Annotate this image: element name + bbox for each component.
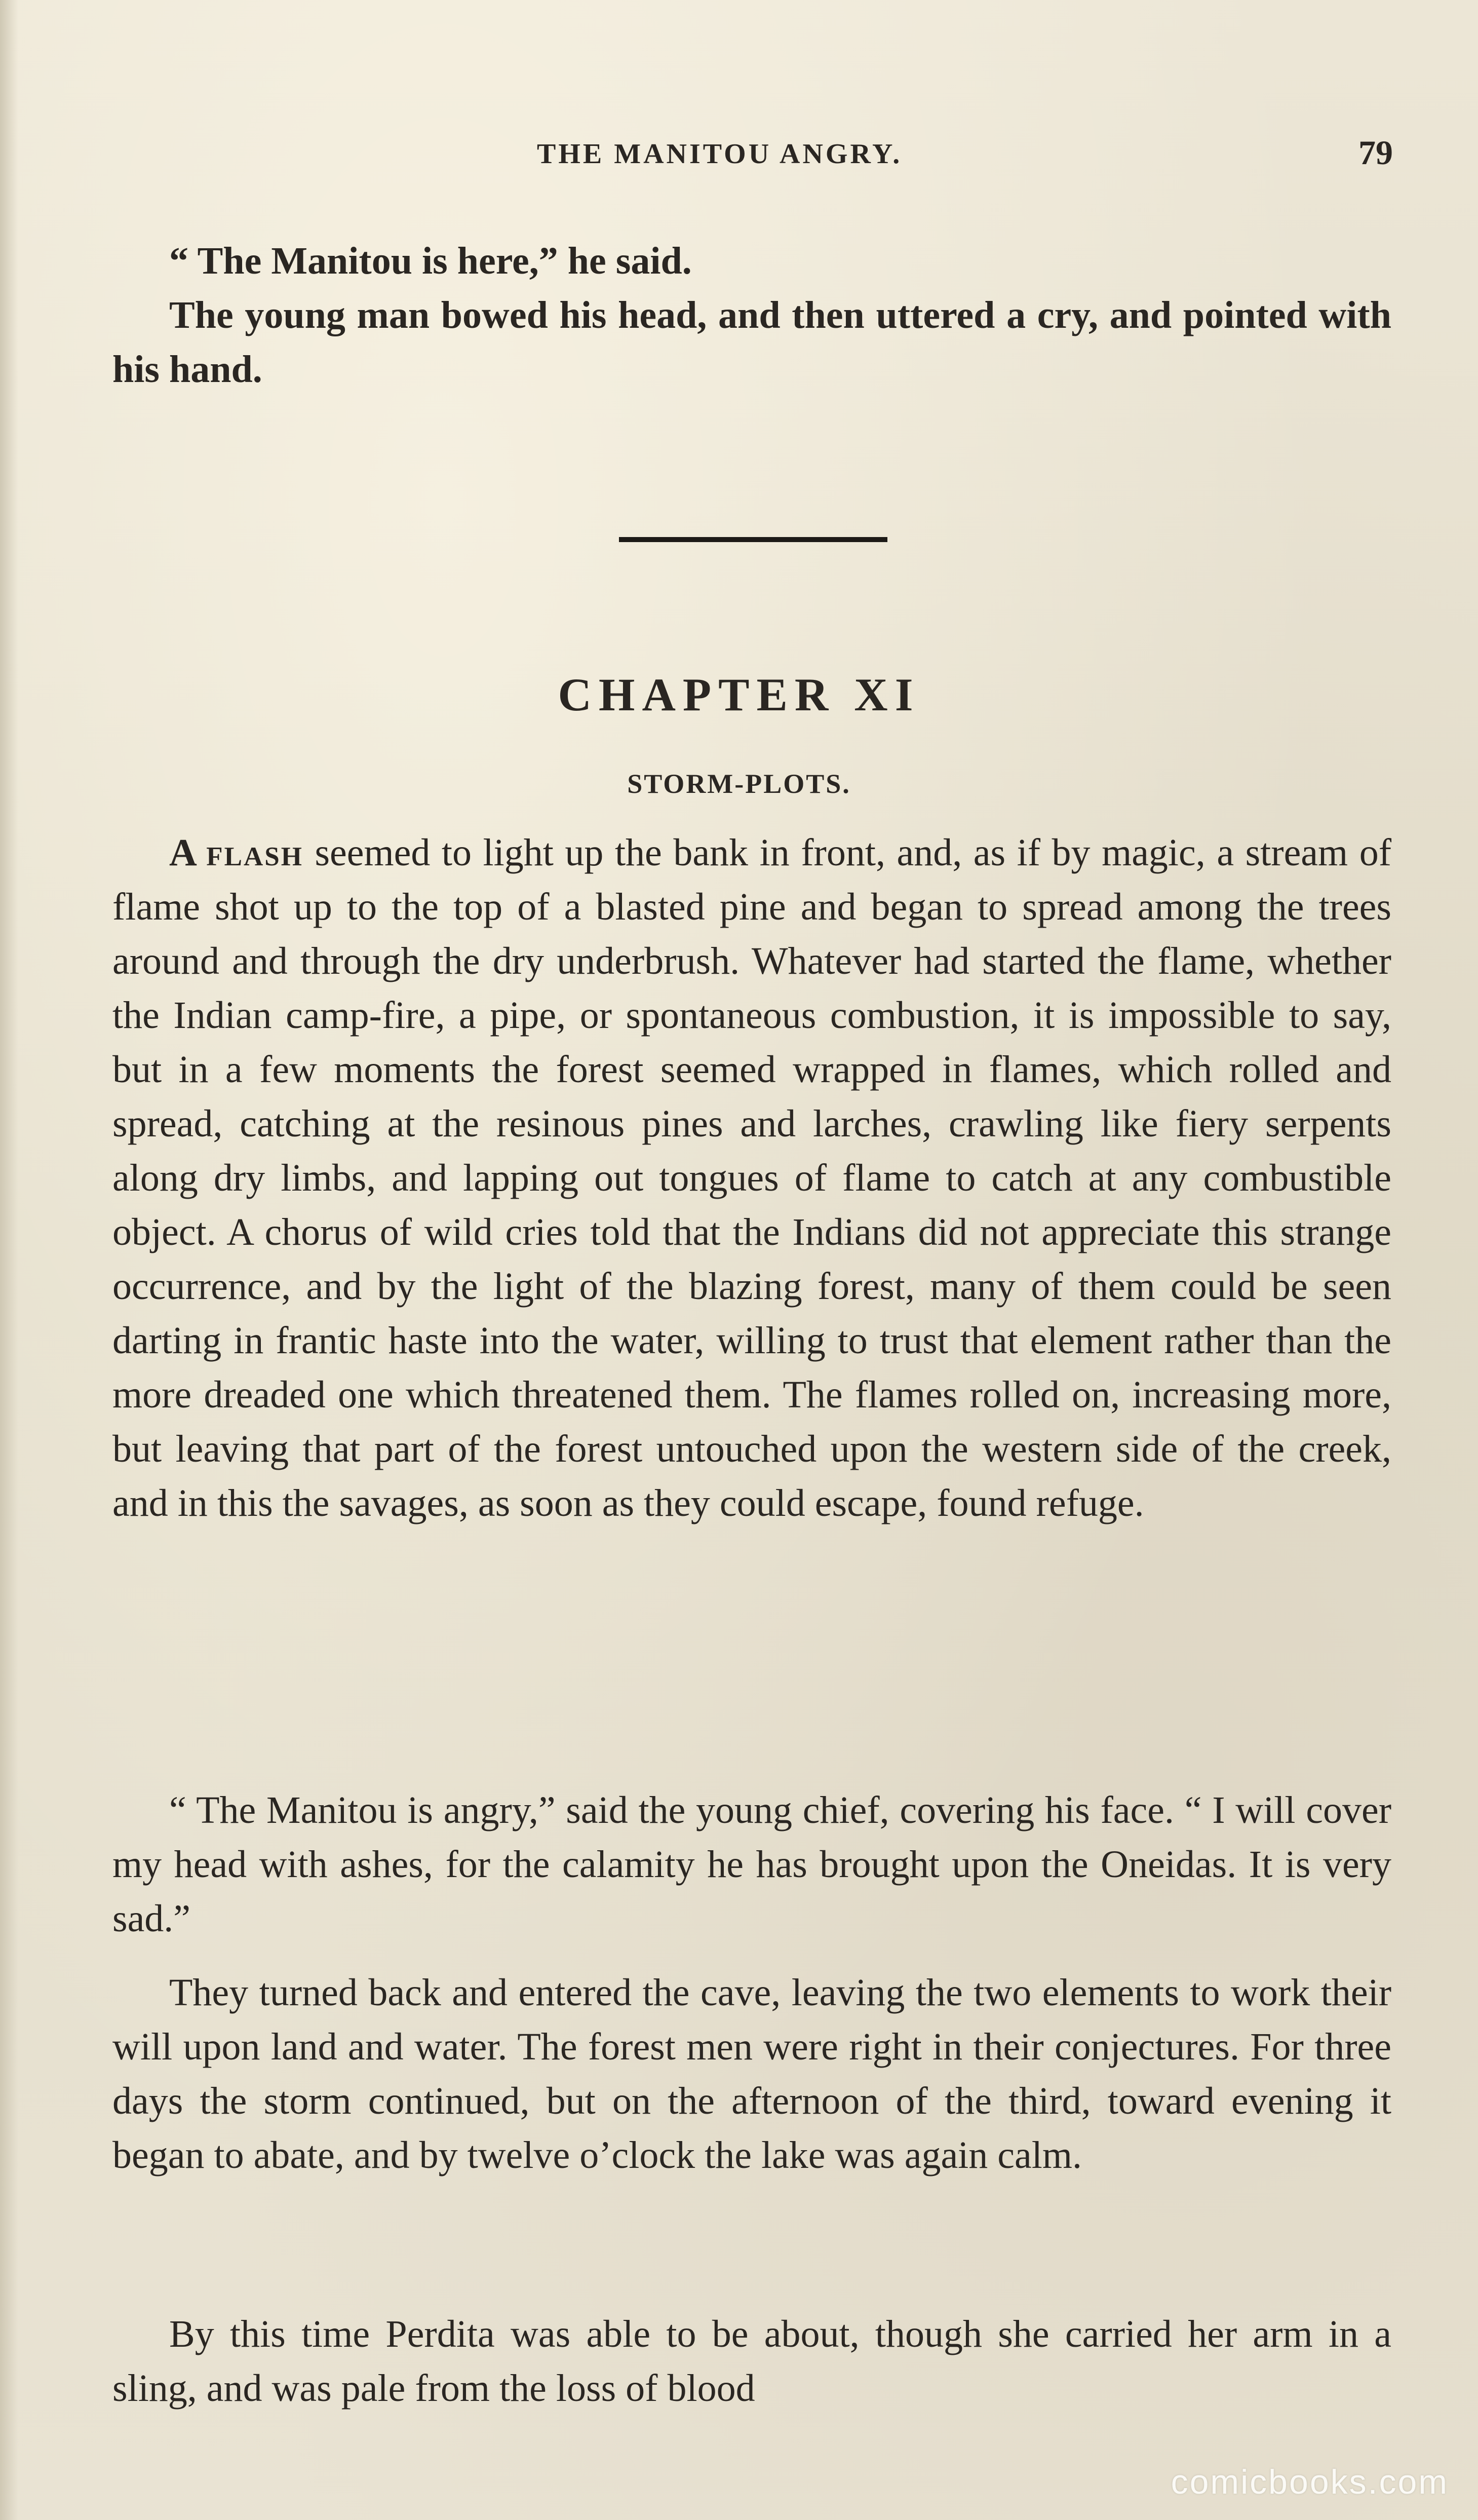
watermark: comicbooks.com bbox=[1171, 2463, 1449, 2501]
paragraph-2: “ The Manitou is angry,” said the young chief, covering his face. “ I will cover my head with ashes, for the calamity he has brought upon the Oneidas. It is very sad.” bbox=[112, 1789, 1391, 1940]
section-divider-rule bbox=[619, 537, 887, 542]
paragraph-1-lead-a: A bbox=[169, 831, 207, 874]
chapter-title: CHAPTER XI bbox=[558, 669, 920, 720]
running-head: THE MANITOU ANGRY. bbox=[537, 138, 903, 170]
paragraph-3: They turned back and entered the cave, leaving the two elements to work their will upon land and water. The forest men were right in their conjectures. For three days the storm continued, but on the afternoon of the third, toward evening it began to abate, and by twelve o’clock the lake was again calm. bbox=[112, 1971, 1391, 2177]
paragraph-1-body: seemed to light up the bank in front, and, as if by magic, a stream of flame shot up to the top of a blasted pine and began to spread among the trees around and through the dry underbrush. Whatever had started the flame, whether the Indian camp-fire, a pipe, or spontaneous combustion, it is impossible to say, but in a few moments the forest seemed wrapped in flames, which rolled and spread, catching at the resinous pines and larches, crawling like fiery serpents along dry limbs, and lapping out tongues of flame to catch at any combustible object. A chorus of wild cries told that the Indians did not appreciate this strange occurrence, and by the light of the blazing forest, many of them could be seen darting in frantic haste into the water, willing to trust that element rather than the more dreaded one which threatened them. The flames rolled on, increasing more, but leaving that part of the forest untouched upon the western side of the creek, and in this the savages, as soon as they could escape, found refuge. bbox=[112, 831, 1391, 1524]
page-edge-shadow bbox=[0, 0, 18, 2520]
page-number: 79 bbox=[1358, 133, 1393, 172]
paragraph-4: By this time Perdita was able to be about, though she carried her arm in a sling, and was pale from the loss of blood bbox=[112, 2313, 1391, 2410]
paragraph-1-lead-word: flash bbox=[206, 831, 303, 874]
opening-line-2: The young man bowed his head, and then uttered a cry, and pointed with his hand. bbox=[112, 294, 1391, 391]
paragraph-1 bbox=[112, 826, 1391, 1531]
opening-paragraphs bbox=[112, 234, 1391, 397]
opening-line-1: “ The Manitou is here,” he said. bbox=[169, 240, 692, 282]
chapter-subtitle: STORM-PLOTS. bbox=[627, 769, 851, 799]
